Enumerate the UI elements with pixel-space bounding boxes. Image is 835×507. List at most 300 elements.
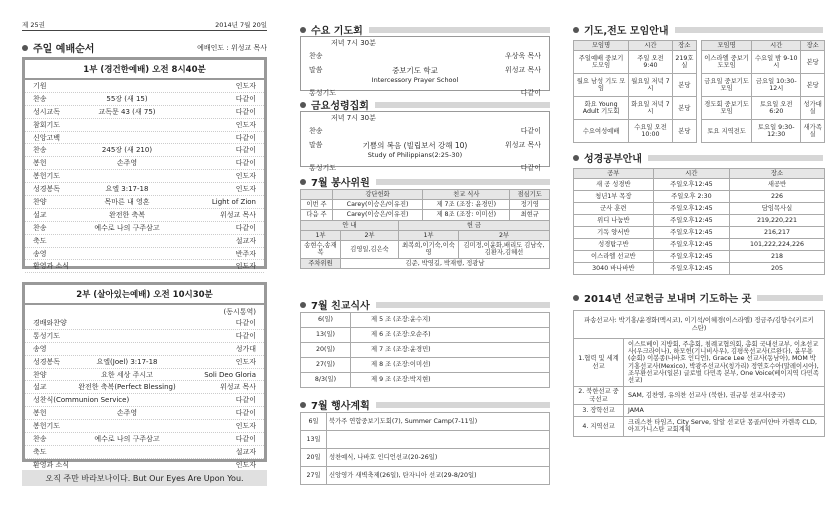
order-leader: 다같이 [235,159,256,168]
order-leader: 인도자 [235,460,256,469]
fellowship-date: 27(일) [301,358,351,373]
order-item: 찬송 [33,434,47,443]
prayer-tables [573,40,825,143]
cell: 101,222,224,226 [730,239,825,251]
cell: 제 8조 (조장: 이미선) [423,210,510,220]
middle-column [295,0,555,507]
table-header-row [574,169,825,179]
first-service-row [25,106,264,119]
mission-text: 크리스찬 타임즈, City Serve, 알알 선교단 몽골/미얀마 카렌족 CLD, 아프가니스탄 교회계획 [624,417,825,436]
event-date: 27일 [301,467,327,485]
mission-text: 이스트베이 지방회, 주총회, 침례교협의회, 총회 국내선교부, 이초선교사(우크라이나), 하모헌(기니비사우), 김평욱선교사(르완다), 윤무용(순회) 이봉종(나바호 인디언), Grace Lee 선교사(동남아), MOM 박기홍선교사(Mexico), 박광주선교사(칭가리) 정연호수아(말레이시아), 조무환선교사(일본) 글로벌 다민족 본부, One Voice(베이지역 다민족선교) [624,339,825,387]
second-service-row [25,407,264,420]
meeting-topic-en: Intercessory Prayer School [371,76,459,84]
order-item: 찬송 [33,146,47,155]
order-item: 봉헌 [33,159,47,168]
fellowship-table [300,312,550,388]
cell: 주일예배 중보기도모임 [574,51,629,74]
cell: 주일오후12:45 [653,215,729,227]
first-service-row [25,170,264,183]
order-leader: 위성교 목사 [219,210,256,219]
cell: 김준, 박영길, 박재행, 정광남 [341,258,550,268]
table-row [301,258,550,268]
table-row [574,191,825,203]
second-service-box [22,282,267,469]
order-leader: Light of Zion [211,197,256,206]
order-item: 통성기도 [33,331,61,340]
fellowship-date: 20(일) [301,343,351,358]
cell: Carey(이승은/이유진) [333,210,423,220]
cell: 화요일 저녁 7시 [629,97,673,120]
table-row [301,328,550,343]
cell: 화요 Young Adult 기도회 [574,97,629,120]
order-leader: 설교자 [235,447,256,456]
first-service-list [25,80,264,273]
order-leader: 다같이 [235,331,256,340]
prayer-title: 기도,전도 모임안내 [573,22,823,37]
meeting-item: 말씀 [309,141,323,149]
bullet-icon [22,45,28,51]
second-service-row [25,381,264,394]
second-service-row [25,317,264,330]
worship-leader: 예배인도 : 위성교 목사 [197,43,267,52]
second-service-row [25,394,264,407]
table-row [301,358,550,373]
cell: 수요일 밤 9-10시 [752,51,801,74]
cell: Carey(이승은/이유진) [333,200,423,210]
table-row [574,339,825,387]
bulletin-date: 2014년 7월 20일 [215,21,267,29]
cell: 새가족실 [801,120,825,143]
fellowship-team: 제 7 조 (조장:윤경민) [351,343,550,358]
meeting-row [301,124,549,138]
second-service-row [25,446,264,459]
service-header [301,190,333,200]
mission-table [573,310,825,437]
cell: 2부 [341,230,399,240]
fellowship-team: 제 5 조 (조장:윤수지) [351,313,550,328]
fellowship-date: 13(일) [301,328,351,343]
fellowship-date: 8/3(일) [301,373,351,388]
table-row [301,210,550,220]
meeting-detail [349,140,481,159]
order-leader: Soli Deo Gloria [204,370,256,379]
cell: 최복희,이기숙,이숙영 [399,241,459,258]
cell: 219호실 [672,51,696,74]
order-leader: 다같이 [235,107,256,116]
meeting-detail [349,65,481,84]
cell: 218 [730,251,825,263]
first-service-row [25,183,264,196]
usher-header: 안 내 [301,220,399,230]
study-title: 성경공부안내 [573,150,823,165]
order-leader: 반주자 [235,249,256,258]
order-detail: 완전한 축복(Perfect Blessing) [78,383,176,392]
issue-number: 제 25권 [22,21,45,29]
table-row [301,343,550,358]
meeting-leader: 우상욱 목사 [504,52,541,60]
service-table [300,189,550,269]
order-leader: 다같이 [235,318,256,327]
meeting-leader: 위성교 목사 [504,141,541,149]
second-service-heading: 2부 (살아있는예배) 오전 10시30분 [25,285,264,305]
table-row [574,120,697,143]
order-item: 찬송 [33,223,47,232]
cell: 최현규 [510,210,550,220]
fellowship-team: 제 8 조 (조장:이미선) [351,358,550,373]
order-leader: 다같이 [235,434,256,443]
bullet-icon [300,302,306,308]
table-row [574,251,825,263]
table-row [574,227,825,239]
footer-verse: 오직 주만 바라보나이다. But Our Eyes Are Upon You. [22,470,267,486]
cell: 2부 [459,230,550,240]
cell: 담임목사실 [730,203,825,215]
sunday-section-title: 주일 예배순서 예배인도 : 위성교 목사 [22,40,267,55]
column-header: 모임명 [574,41,629,51]
cell: 청년1부 목장 [574,191,654,203]
cell: 송현수,송재복 [301,241,341,258]
service-header: 친교 식사 [423,190,510,200]
study-table [573,168,825,275]
table-row [702,51,825,74]
second-service-row [25,433,264,446]
event-text [327,431,550,449]
fellowship-title: 7월 친교식사 [300,297,550,312]
first-service-row [25,132,264,145]
mission-label: 4. 지역선교 [574,417,624,436]
wednesday-title: 수요 기도회 [300,22,550,37]
meeting-row [301,63,549,86]
mission-label: 2. 북한선교 중국선교 [574,387,624,404]
cell: 본당 [672,74,696,97]
first-service-row [25,119,264,132]
table-row [301,241,550,258]
meeting-topic-en: Study of Philippians(2:25-30) [367,151,463,159]
events-table [300,412,550,485]
cell: 주일오후12:45 [653,179,729,191]
order-leader: 다같이 [235,409,256,418]
cell: 제 7조 (조장: 윤경민) [423,200,510,210]
table-row [574,239,825,251]
order-item: 찬송 [33,94,47,103]
fellowship-team: 제 9 조 (조장:박지현) [351,373,550,388]
first-service-row [25,157,264,170]
fellowship-team: 제 6 조 (조장:오순주) [351,328,550,343]
cell: 위디 나눔반 [574,215,654,227]
event-text: 신앙영가 새벽축제(26일), 탄자니아 선교(29-8/20일) [327,467,550,485]
event-text: 성찬예식, 나바호 인디언선교(20-26일) [327,449,550,467]
order-leader: 다같이 [235,396,256,405]
service-header: 강단헌화 [333,190,423,200]
bullet-icon [300,27,306,33]
cell: 새 공 성경반 [574,179,654,191]
order-detail: 요엘 3:17-18 [105,185,149,194]
table-row [301,200,550,210]
table-row [702,74,825,97]
order-item: 환영과 소식 [33,262,70,271]
order-detail: 요엘(Joel) 3:17-18 [96,357,158,366]
cell: 본당 [672,120,696,143]
order-item: 찬양 [33,197,47,206]
first-service-row [25,235,264,248]
table-header-row [702,41,825,51]
events-title: 7월 행사계획 [300,397,550,412]
meeting-row [301,138,549,161]
cell: 주일오후 2:30 [653,191,729,203]
column-header: 장소 [730,169,825,179]
cell: 주일오후12:45 [653,251,729,263]
meeting-leader: 다같이 [520,89,541,97]
order-leader: 인도자 [235,357,256,366]
first-service-row [25,248,264,261]
mission-title: 2014년 선교헌금 보내며 기도하는 곳 [573,290,823,305]
first-service-row [25,222,264,235]
second-service-row [25,369,264,382]
friday-title: 금요성령집회 [300,97,550,112]
meeting-row [301,49,549,63]
order-detail: 손주영 [116,159,138,168]
order-detail: 교독문 43 (새 75) [98,107,156,116]
meeting-topic: 기쁨의 복음 (빌립보서 강해 10) [362,141,468,150]
column-header: 시간 [629,41,673,51]
order-detail: 예수로 나의 구주삼고 [94,223,160,232]
cell: 205 [730,263,825,275]
cell: 새공반 [730,179,825,191]
first-service-row [25,93,264,106]
order-item: 경배와찬양 [33,318,67,327]
cell: 월요 남성 기도 모임 [574,74,629,97]
cell: 금요일 중보기도모임 [702,74,752,97]
table-row [301,413,550,431]
order-detail: 요한 세상 주시고 [101,370,153,379]
cell: 수요일 오전 10:00 [629,120,673,143]
order-item: 축도 [33,447,47,456]
bullet-icon [573,27,579,33]
order-item: 성찬식(Communion Service) [33,396,130,405]
cell: 3040 바나바반 [574,263,654,275]
order-item: 설교 [33,383,47,392]
order-item: 성경봉독 [33,357,61,366]
mission-text: SAM, 김찬영, 유의찬 선교사 (북한), 권규봉 선교사(중국) [624,387,825,404]
second-service-row [25,356,264,369]
second-service-row [25,330,264,343]
cell: 주일오후12:45 [653,263,729,275]
table-row [702,120,825,143]
order-leader: 인도자 [235,81,256,90]
cell: 수요여성예배 [574,120,629,143]
cell: 본당 [801,51,825,74]
cell: 김미정,이윤화,배리도 김남숙,김환자,김혜선 [459,241,550,258]
cell: 이번 주 [301,200,333,210]
table-row [301,431,550,449]
order-item: 찬양 [33,370,47,379]
cell: 금요일 10:30-12시 [752,74,801,97]
cell: 군사 훈련 [574,203,654,215]
cell: 토요일 9:30-12:30 [752,120,801,143]
cell: 본당 [801,74,825,97]
wednesday-time: 저녁 7시 30분 [331,39,376,47]
event-text: 북가주 연합중보기도회(7), Summer Camp(7-11일) [327,413,550,431]
order-leader: 인도자 [235,120,256,129]
mission-intro: 파송선교사: 박기홍/윤경화(멕시코), 이기석/이혜경(이스라엘) 정금주/김향수(키르키스탄) [574,311,825,339]
order-detail: 손주영 [116,409,138,418]
bullet-icon [300,402,306,408]
table-row [574,311,825,339]
first-service-row [25,209,264,222]
table-row [301,373,550,388]
cell: 주차위원 [301,258,341,268]
first-service-row [25,80,264,93]
mission-text: JAMA [624,404,825,416]
meeting-item: 찬송 [309,127,323,135]
meeting-topic: 중보기도 학교 [392,66,438,75]
meeting-item: 찬송 [309,52,323,60]
table-row [574,387,825,404]
column-header: 장소 [672,41,696,51]
table-row [574,404,825,416]
second-service-list [25,317,264,472]
order-detail: 245장 (새 210) [101,146,153,155]
column-header: 시간 [653,169,729,179]
cell: 이스라엘 선교반 [574,251,654,263]
table-row [301,449,550,467]
cell: 219,220,221 [730,215,825,227]
sunday-column [0,0,280,507]
table-row [702,97,825,120]
meeting-row [301,161,549,175]
order-leader: 다같이 [235,146,256,155]
cell: 1부 [301,230,341,240]
meeting-leader: 위성교 목사 [504,66,541,74]
wednesday-box [300,36,550,97]
cell: 성가대실 [801,97,825,120]
order-item: 성경봉독 [33,185,61,194]
fellowship-date: 6(일) [301,313,351,328]
cell: 성경탐구반 [574,239,654,251]
order-item: 봉헌기도 [33,422,61,431]
mission-label: 3. 장학선교 [574,404,624,416]
cell: 226 [730,191,825,203]
first-service-box [22,57,267,269]
cell: 토요일 오전 6:20 [752,97,801,120]
meeting-leader: 다같이 [520,164,541,172]
order-detail: 55장 (새 15) [106,94,148,103]
service-header: 점심기도 [510,190,550,200]
order-leader: 인도자 [235,185,256,194]
table-row [574,203,825,215]
meeting-item: 통성기도 [309,164,337,172]
column-header: 공부 [574,169,654,179]
cell: 정기영 [510,200,550,210]
first-service-row [25,260,264,273]
mission-label: 1.협력 및 세계선교 [574,339,624,387]
bullet-icon [300,102,306,108]
bullet-icon [300,179,306,185]
cell: 김영일,김은숙 [341,241,399,258]
first-service-heading: 1부 (경건한예배) 오전 8시40분 [25,60,264,80]
table-row [574,179,825,191]
right-column [565,0,835,507]
cell: 월요일 저녁 7시 [629,74,673,97]
order-detail: 완전한 축복 [108,210,146,219]
cell: 이스라엘 중보기도모임 [702,51,752,74]
column-header: 장소 [801,41,825,51]
order-leader: 인도자 [235,172,256,181]
offering-header: 헌 금 [399,220,550,230]
first-service-row [25,144,264,157]
wednesday-list [301,49,549,100]
table-row [574,263,825,275]
order-leader: 위성교 목사 [219,383,256,392]
cell: 주일오후12:45 [653,203,729,215]
cell: 주일 오전 9:40 [629,51,673,74]
order-item: 성시교독 [33,107,61,116]
meeting-item: 통성기도 [309,89,337,97]
column-header: 시간 [752,41,801,51]
order-leader: 성가대 [235,344,256,353]
event-date: 13일 [301,431,327,449]
cell: 토요 지역전도 [702,120,752,143]
order-detail: 예수로 나의 구주삼고 [94,434,160,443]
friday-time: 저녁 7시 30분 [331,114,376,122]
order-item: 봉헌 [33,409,47,418]
table-row [574,215,825,227]
column-header: 모임명 [702,41,752,51]
table-row [574,417,825,436]
table-row [574,74,697,97]
order-item: 송영 [33,344,47,353]
table-row [574,51,697,74]
cell: 기독 양서반 [574,227,654,239]
bulletin-header [22,20,267,29]
order-item: 송영 [33,249,47,258]
event-date: 6일 [301,413,327,431]
order-leader: 다같이 [235,223,256,232]
bullet-icon [573,295,579,301]
service-title: 7월 봉사위원 [300,174,550,189]
order-item: 축도 [33,236,47,245]
cell: 경도회 중보기도모임 [702,97,752,120]
friday-box [300,111,550,172]
order-item: 참회기도 [33,120,61,129]
event-date: 20일 [301,449,327,467]
order-leader: 다같이 [235,94,256,103]
table-row [301,313,550,328]
meeting-item: 말씀 [309,66,323,74]
table-row [301,467,550,485]
order-item: 환영과 소식 [33,460,70,469]
order-item: 봉헌기도 [33,172,61,181]
order-leader: 인도자 [235,422,256,431]
meeting-leader: 다같이 [520,127,541,135]
first-service-row [25,196,264,209]
cell: 1부 [399,230,459,240]
bullet-icon [573,155,579,161]
order-leader: 다같이 [235,133,256,142]
order-item: 기원 [33,81,47,90]
second-service-row [25,343,264,356]
order-leader: 설교자 [235,236,256,245]
interpretation-note: (동시통역) [223,308,256,316]
cell: 216,217 [730,227,825,239]
order-item: 신앙고백 [33,133,61,142]
second-service-row [25,420,264,433]
order-item: 설교 [33,210,47,219]
table-row [574,97,697,120]
cell: 주일오후12:45 [653,239,729,251]
order-leader: 인도자 [235,262,256,271]
